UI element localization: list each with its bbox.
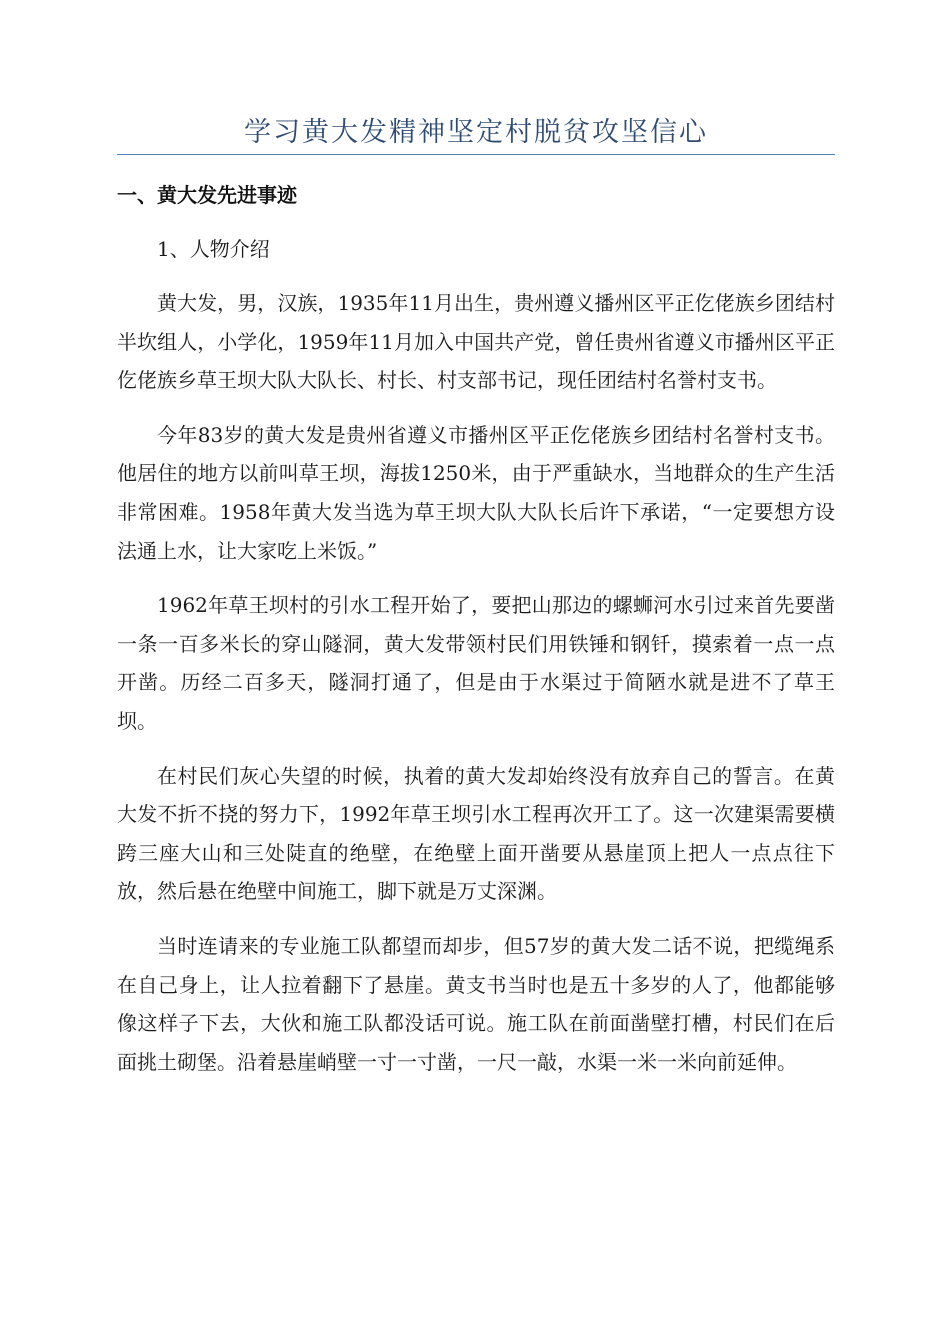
paragraph: 黄大发，男，汉族，1935年11月出生，贵州遵义播州区平正仡佬族乡团结村半坎组人，小学化，1959年11月加入中国共产党，曾任贵州省遵义市播州区平正仡佬族乡草王坝大队大队长、村长、村支部书记，现任团结村名誉村支书。 [117, 291, 835, 393]
title-underline [117, 154, 835, 155]
sub-heading: 1、人物介绍 [157, 237, 270, 261]
paragraph: 1962年草王坝村的引水工程开始了，要把山那边的螺蛳河水引过来首先要凿一条一百多米长的穿山隧洞，黄大发带领村民们用铁锤和钢钎，摸索着一点一点开凿。历经二百多天，隧洞打通了，但是由于水渠过于简陋水就是进不了草王坝。 [117, 593, 835, 733]
paragraph: 今年83岁的黄大发是贵州省遵义市播州区平正仡佬族乡团结村名誉村支书。他居住的地方以前叫草王坝，海拔1250米，由于严重缺水，当地群众的生产生活非常困难。1958年黄大发当选为草王坝大队大队长后许下承诺，“一定要想方设法通上水，让大家吃上米饭。” [117, 422, 835, 563]
section-heading: 一、黄大发先进事迹 [117, 183, 297, 207]
document-body [117, 176, 835, 1081]
paragraph: 当时连请来的专业施工队都望而却步，但57岁的黄大发二话不说，把缆绳系在自己身上，让人拉着翻下了悬崖。黄支书当时也是五十多岁的人了，他都能够像这样子下去，大伙和施工队都没话可说。施工队在前面凿壁打槽，村民们在后面挑土砌堡。沿着悬崖峭壁一寸一寸凿，一尺一敲，水渠一米一米向前延伸。 [117, 933, 835, 1074]
document-title: 学习黄大发精神坚定村脱贫攻坚信心 [244, 117, 708, 148]
paragraph: 在村民们灰心失望的时候，执着的黄大发却始终没有放弃自己的誓言。在黄大发不折不挠的努力下，1992年草王坝引水工程再次开工了。这一次建渠需要横跨三座大山和三处陡直的绝壁，在绝壁上面开凿要从悬崖顶上把人一点点往下放，然后悬在绝壁中间施工，脚下就是万丈深渊。 [117, 763, 835, 904]
